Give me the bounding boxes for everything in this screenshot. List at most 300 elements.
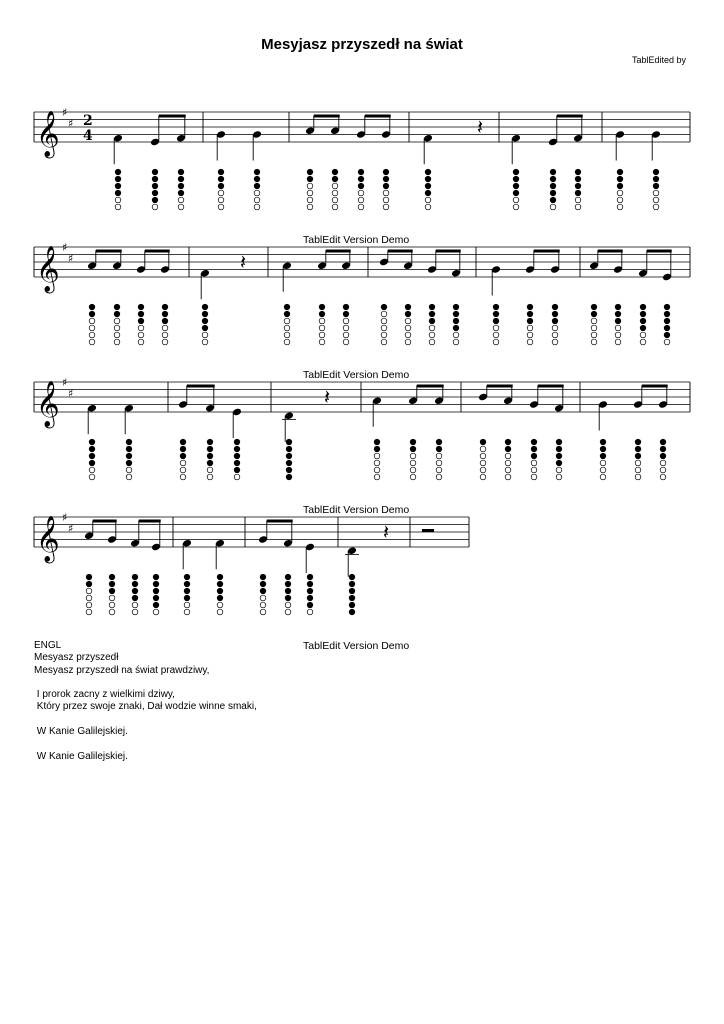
closed-hole bbox=[138, 304, 144, 310]
quarter-rest: 𝄽 bbox=[477, 115, 484, 139]
closed-hole bbox=[89, 453, 95, 459]
demo-watermark: TablEdit Version Demo bbox=[303, 369, 410, 381]
beam bbox=[388, 250, 413, 253]
closed-hole bbox=[640, 311, 646, 317]
closed-hole bbox=[664, 311, 670, 317]
closed-hole bbox=[653, 169, 659, 175]
closed-hole bbox=[109, 581, 115, 587]
lyrics-line bbox=[34, 738, 257, 750]
closed-hole bbox=[493, 318, 499, 324]
open-hole bbox=[493, 339, 499, 345]
beam bbox=[267, 520, 293, 523]
lyrics-line: Mesyasz przyszedł na świat prawdziwy, bbox=[34, 664, 210, 676]
closed-hole bbox=[152, 197, 158, 203]
treble-clef: 𝄞 bbox=[36, 516, 60, 562]
closed-hole bbox=[202, 325, 208, 331]
demo-watermark: TablEdit Version Demo bbox=[303, 640, 410, 652]
lyrics-line bbox=[34, 677, 257, 689]
open-hole bbox=[436, 460, 442, 466]
beam bbox=[557, 115, 583, 118]
beam bbox=[647, 250, 672, 253]
open-hole bbox=[480, 474, 486, 480]
closed-hole bbox=[575, 183, 581, 189]
beam bbox=[534, 250, 560, 253]
open-hole bbox=[202, 332, 208, 338]
open-hole bbox=[285, 602, 291, 608]
open-hole bbox=[429, 332, 435, 338]
closed-hole bbox=[617, 169, 623, 175]
closed-hole bbox=[126, 439, 132, 445]
closed-hole bbox=[132, 595, 138, 601]
open-hole bbox=[260, 595, 266, 601]
open-hole bbox=[425, 197, 431, 203]
staff-system bbox=[34, 112, 690, 142]
closed-hole bbox=[550, 176, 556, 182]
closed-hole bbox=[429, 311, 435, 317]
open-hole bbox=[635, 474, 641, 480]
closed-hole bbox=[180, 439, 186, 445]
closed-hole bbox=[493, 304, 499, 310]
closed-hole bbox=[358, 169, 364, 175]
closed-hole bbox=[343, 311, 349, 317]
closed-hole bbox=[600, 446, 606, 452]
key-sharp: ♯ bbox=[62, 241, 68, 254]
closed-hole bbox=[234, 453, 240, 459]
closed-hole bbox=[89, 304, 95, 310]
beam bbox=[642, 385, 668, 388]
closed-hole bbox=[550, 190, 556, 196]
closed-hole bbox=[307, 581, 313, 587]
closed-hole bbox=[126, 446, 132, 452]
open-hole bbox=[410, 467, 416, 473]
open-hole bbox=[319, 332, 325, 338]
closed-hole bbox=[307, 595, 313, 601]
time-signature-top: 2 bbox=[83, 113, 93, 129]
open-hole bbox=[383, 197, 389, 203]
treble-clef: 𝄞 bbox=[36, 381, 60, 427]
beam bbox=[326, 250, 351, 253]
closed-hole bbox=[152, 176, 158, 182]
open-hole bbox=[480, 467, 486, 473]
closed-hole bbox=[556, 453, 562, 459]
open-hole bbox=[180, 467, 186, 473]
open-hole bbox=[138, 332, 144, 338]
closed-hole bbox=[531, 439, 537, 445]
beam bbox=[139, 520, 161, 523]
open-hole bbox=[552, 339, 558, 345]
lyrics-block bbox=[34, 640, 257, 763]
open-hole bbox=[217, 602, 223, 608]
closed-hole bbox=[234, 460, 240, 466]
open-hole bbox=[531, 460, 537, 466]
open-hole bbox=[600, 467, 606, 473]
open-hole bbox=[405, 318, 411, 324]
open-hole bbox=[89, 325, 95, 331]
open-hole bbox=[319, 318, 325, 324]
closed-hole bbox=[381, 304, 387, 310]
closed-hole bbox=[307, 176, 313, 182]
open-hole bbox=[635, 467, 641, 473]
closed-hole bbox=[218, 183, 224, 189]
closed-hole bbox=[217, 574, 223, 580]
closed-hole bbox=[453, 304, 459, 310]
open-hole bbox=[615, 325, 621, 331]
closed-hole bbox=[660, 453, 666, 459]
open-hole bbox=[480, 453, 486, 459]
closed-hole bbox=[550, 169, 556, 175]
closed-hole bbox=[383, 169, 389, 175]
open-hole bbox=[381, 332, 387, 338]
closed-hole bbox=[349, 588, 355, 594]
closed-hole bbox=[307, 602, 313, 608]
open-hole bbox=[254, 197, 260, 203]
open-hole bbox=[513, 197, 519, 203]
open-hole bbox=[86, 602, 92, 608]
open-hole bbox=[664, 339, 670, 345]
closed-hole bbox=[184, 581, 190, 587]
open-hole bbox=[207, 467, 213, 473]
open-hole bbox=[550, 204, 556, 210]
closed-hole bbox=[207, 453, 213, 459]
open-hole bbox=[332, 183, 338, 189]
closed-hole bbox=[89, 311, 95, 317]
closed-hole bbox=[217, 595, 223, 601]
closed-hole bbox=[153, 574, 159, 580]
open-hole bbox=[126, 467, 132, 473]
key-sharp: ♯ bbox=[68, 117, 74, 130]
open-hole bbox=[381, 339, 387, 345]
closed-hole bbox=[343, 304, 349, 310]
closed-hole bbox=[180, 453, 186, 459]
key-sharp: ♯ bbox=[62, 376, 68, 389]
open-hole bbox=[425, 204, 431, 210]
closed-hole bbox=[152, 190, 158, 196]
open-hole bbox=[153, 609, 159, 615]
open-hole bbox=[217, 609, 223, 615]
open-hole bbox=[285, 609, 291, 615]
open-hole bbox=[260, 609, 266, 615]
beam bbox=[96, 250, 122, 253]
beam bbox=[93, 520, 117, 523]
open-hole bbox=[202, 339, 208, 345]
open-hole bbox=[254, 190, 260, 196]
closed-hole bbox=[615, 318, 621, 324]
open-hole bbox=[575, 204, 581, 210]
open-hole bbox=[89, 467, 95, 473]
closed-hole bbox=[615, 311, 621, 317]
open-hole bbox=[332, 197, 338, 203]
closed-hole bbox=[284, 304, 290, 310]
open-hole bbox=[552, 325, 558, 331]
closed-hole bbox=[556, 439, 562, 445]
lyrics-line: ENGL bbox=[34, 640, 62, 651]
lyrics-line: I prorok zacny z wielkimi dziwy, bbox=[34, 689, 175, 701]
closed-hole bbox=[202, 311, 208, 317]
closed-hole bbox=[178, 190, 184, 196]
key-sharp: ♯ bbox=[68, 252, 74, 265]
open-hole bbox=[383, 190, 389, 196]
open-hole bbox=[660, 467, 666, 473]
closed-hole bbox=[550, 197, 556, 203]
closed-hole bbox=[285, 595, 291, 601]
open-hole bbox=[89, 339, 95, 345]
closed-hole bbox=[184, 588, 190, 594]
closed-hole bbox=[115, 169, 121, 175]
closed-hole bbox=[126, 453, 132, 459]
closed-hole bbox=[178, 169, 184, 175]
open-hole bbox=[86, 595, 92, 601]
open-hole bbox=[374, 467, 380, 473]
closed-hole bbox=[153, 581, 159, 587]
closed-hole bbox=[319, 311, 325, 317]
open-hole bbox=[556, 467, 562, 473]
beam bbox=[487, 385, 513, 388]
open-hole bbox=[436, 474, 442, 480]
closed-hole bbox=[218, 176, 224, 182]
closed-hole bbox=[349, 574, 355, 580]
beam bbox=[598, 250, 623, 253]
open-hole bbox=[480, 446, 486, 452]
open-hole bbox=[260, 602, 266, 608]
closed-hole bbox=[349, 595, 355, 601]
quarter-rest: 𝄽 bbox=[324, 385, 331, 409]
closed-hole bbox=[429, 318, 435, 324]
lyrics-line: W Kanie Galilejskiej. bbox=[34, 726, 128, 738]
open-hole bbox=[653, 204, 659, 210]
open-hole bbox=[109, 595, 115, 601]
open-hole bbox=[180, 474, 186, 480]
open-hole bbox=[358, 204, 364, 210]
closed-hole bbox=[527, 311, 533, 317]
open-hole bbox=[527, 325, 533, 331]
closed-hole bbox=[234, 467, 240, 473]
closed-hole bbox=[286, 439, 292, 445]
open-hole bbox=[307, 197, 313, 203]
closed-hole bbox=[600, 439, 606, 445]
closed-hole bbox=[600, 453, 606, 459]
closed-hole bbox=[383, 183, 389, 189]
open-hole bbox=[178, 197, 184, 203]
open-hole bbox=[531, 467, 537, 473]
quarter-rest: 𝄽 bbox=[240, 250, 247, 274]
closed-hole bbox=[202, 304, 208, 310]
open-hole bbox=[591, 318, 597, 324]
open-hole bbox=[178, 204, 184, 210]
key-sharp: ♯ bbox=[68, 522, 74, 535]
closed-hole bbox=[89, 460, 95, 466]
closed-hole bbox=[115, 190, 121, 196]
open-hole bbox=[184, 602, 190, 608]
open-hole bbox=[453, 339, 459, 345]
closed-hole bbox=[615, 304, 621, 310]
open-hole bbox=[138, 325, 144, 331]
closed-hole bbox=[575, 169, 581, 175]
closed-hole bbox=[162, 304, 168, 310]
open-hole bbox=[152, 204, 158, 210]
open-hole bbox=[86, 609, 92, 615]
open-hole bbox=[617, 204, 623, 210]
open-hole bbox=[284, 332, 290, 338]
open-hole bbox=[132, 602, 138, 608]
closed-hole bbox=[436, 446, 442, 452]
open-hole bbox=[114, 339, 120, 345]
closed-hole bbox=[664, 318, 670, 324]
closed-hole bbox=[513, 190, 519, 196]
open-hole bbox=[184, 609, 190, 615]
open-hole bbox=[86, 588, 92, 594]
open-hole bbox=[162, 332, 168, 338]
closed-hole bbox=[374, 439, 380, 445]
open-hole bbox=[180, 460, 186, 466]
closed-hole bbox=[286, 446, 292, 452]
open-hole bbox=[114, 332, 120, 338]
open-hole bbox=[552, 332, 558, 338]
open-hole bbox=[284, 318, 290, 324]
open-hole bbox=[405, 325, 411, 331]
closed-hole bbox=[575, 190, 581, 196]
closed-hole bbox=[162, 311, 168, 317]
closed-hole bbox=[89, 439, 95, 445]
open-hole bbox=[89, 474, 95, 480]
closed-hole bbox=[453, 318, 459, 324]
closed-hole bbox=[425, 183, 431, 189]
open-hole bbox=[505, 453, 511, 459]
closed-hole bbox=[531, 446, 537, 452]
closed-hole bbox=[640, 304, 646, 310]
open-hole bbox=[493, 325, 499, 331]
closed-hole bbox=[254, 183, 260, 189]
closed-hole bbox=[178, 183, 184, 189]
open-hole bbox=[374, 474, 380, 480]
open-hole bbox=[591, 332, 597, 338]
open-hole bbox=[162, 339, 168, 345]
demo-watermark: TablEdit Version Demo bbox=[303, 234, 410, 246]
closed-hole bbox=[180, 446, 186, 452]
closed-hole bbox=[436, 439, 442, 445]
closed-hole bbox=[556, 446, 562, 452]
beam bbox=[159, 115, 186, 118]
closed-hole bbox=[109, 574, 115, 580]
closed-hole bbox=[527, 318, 533, 324]
closed-hole bbox=[86, 574, 92, 580]
beam bbox=[417, 385, 444, 388]
time-signature-bottom: 4 bbox=[83, 128, 93, 144]
closed-hole bbox=[207, 460, 213, 466]
closed-hole bbox=[425, 176, 431, 182]
lyrics-line: Mesyasz przyszedł bbox=[34, 652, 119, 664]
open-hole bbox=[600, 474, 606, 480]
open-hole bbox=[405, 332, 411, 338]
closed-hole bbox=[115, 183, 121, 189]
open-hole bbox=[109, 602, 115, 608]
closed-hole bbox=[152, 169, 158, 175]
page-title: Mesyjasz przyszedł na świat bbox=[261, 36, 463, 53]
closed-hole bbox=[307, 169, 313, 175]
closed-hole bbox=[114, 304, 120, 310]
closed-hole bbox=[660, 446, 666, 452]
closed-hole bbox=[635, 439, 641, 445]
closed-hole bbox=[410, 439, 416, 445]
closed-hole bbox=[493, 311, 499, 317]
closed-hole bbox=[332, 169, 338, 175]
closed-hole bbox=[358, 183, 364, 189]
open-hole bbox=[374, 453, 380, 459]
closed-hole bbox=[285, 581, 291, 587]
closed-hole bbox=[591, 304, 597, 310]
closed-hole bbox=[425, 190, 431, 196]
open-hole bbox=[343, 339, 349, 345]
closed-hole bbox=[115, 176, 121, 182]
open-hole bbox=[234, 474, 240, 480]
closed-hole bbox=[635, 453, 641, 459]
open-hole bbox=[527, 339, 533, 345]
closed-hole bbox=[349, 609, 355, 615]
open-hole bbox=[132, 609, 138, 615]
open-hole bbox=[591, 339, 597, 345]
open-hole bbox=[207, 474, 213, 480]
open-hole bbox=[640, 332, 646, 338]
open-hole bbox=[410, 474, 416, 480]
closed-hole bbox=[531, 453, 537, 459]
closed-hole bbox=[207, 439, 213, 445]
closed-hole bbox=[653, 176, 659, 182]
closed-hole bbox=[429, 304, 435, 310]
closed-hole bbox=[153, 595, 159, 601]
staff-system bbox=[34, 247, 690, 277]
closed-hole bbox=[307, 574, 313, 580]
half-rest bbox=[422, 529, 434, 532]
closed-hole bbox=[254, 176, 260, 182]
open-hole bbox=[660, 474, 666, 480]
open-hole bbox=[319, 325, 325, 331]
closed-hole bbox=[260, 574, 266, 580]
closed-hole bbox=[617, 183, 623, 189]
closed-hole bbox=[453, 311, 459, 317]
open-hole bbox=[284, 325, 290, 331]
open-hole bbox=[480, 460, 486, 466]
open-hole bbox=[381, 311, 387, 317]
closed-hole bbox=[556, 460, 562, 466]
closed-hole bbox=[575, 176, 581, 182]
open-hole bbox=[653, 197, 659, 203]
closed-hole bbox=[513, 169, 519, 175]
open-hole bbox=[307, 609, 313, 615]
closed-hole bbox=[664, 304, 670, 310]
open-hole bbox=[513, 204, 519, 210]
closed-hole bbox=[218, 169, 224, 175]
closed-hole bbox=[217, 588, 223, 594]
open-hole bbox=[332, 204, 338, 210]
closed-hole bbox=[285, 588, 291, 594]
closed-hole bbox=[286, 474, 292, 480]
open-hole bbox=[635, 460, 641, 466]
closed-hole bbox=[349, 581, 355, 587]
closed-hole bbox=[480, 439, 486, 445]
open-hole bbox=[531, 474, 537, 480]
closed-hole bbox=[254, 169, 260, 175]
closed-hole bbox=[410, 446, 416, 452]
closed-hole bbox=[286, 453, 292, 459]
closed-hole bbox=[640, 325, 646, 331]
closed-hole bbox=[138, 318, 144, 324]
open-hole bbox=[307, 190, 313, 196]
open-hole bbox=[660, 460, 666, 466]
open-hole bbox=[284, 339, 290, 345]
open-hole bbox=[358, 190, 364, 196]
closed-hole bbox=[332, 176, 338, 182]
open-hole bbox=[218, 190, 224, 196]
closed-hole bbox=[260, 588, 266, 594]
